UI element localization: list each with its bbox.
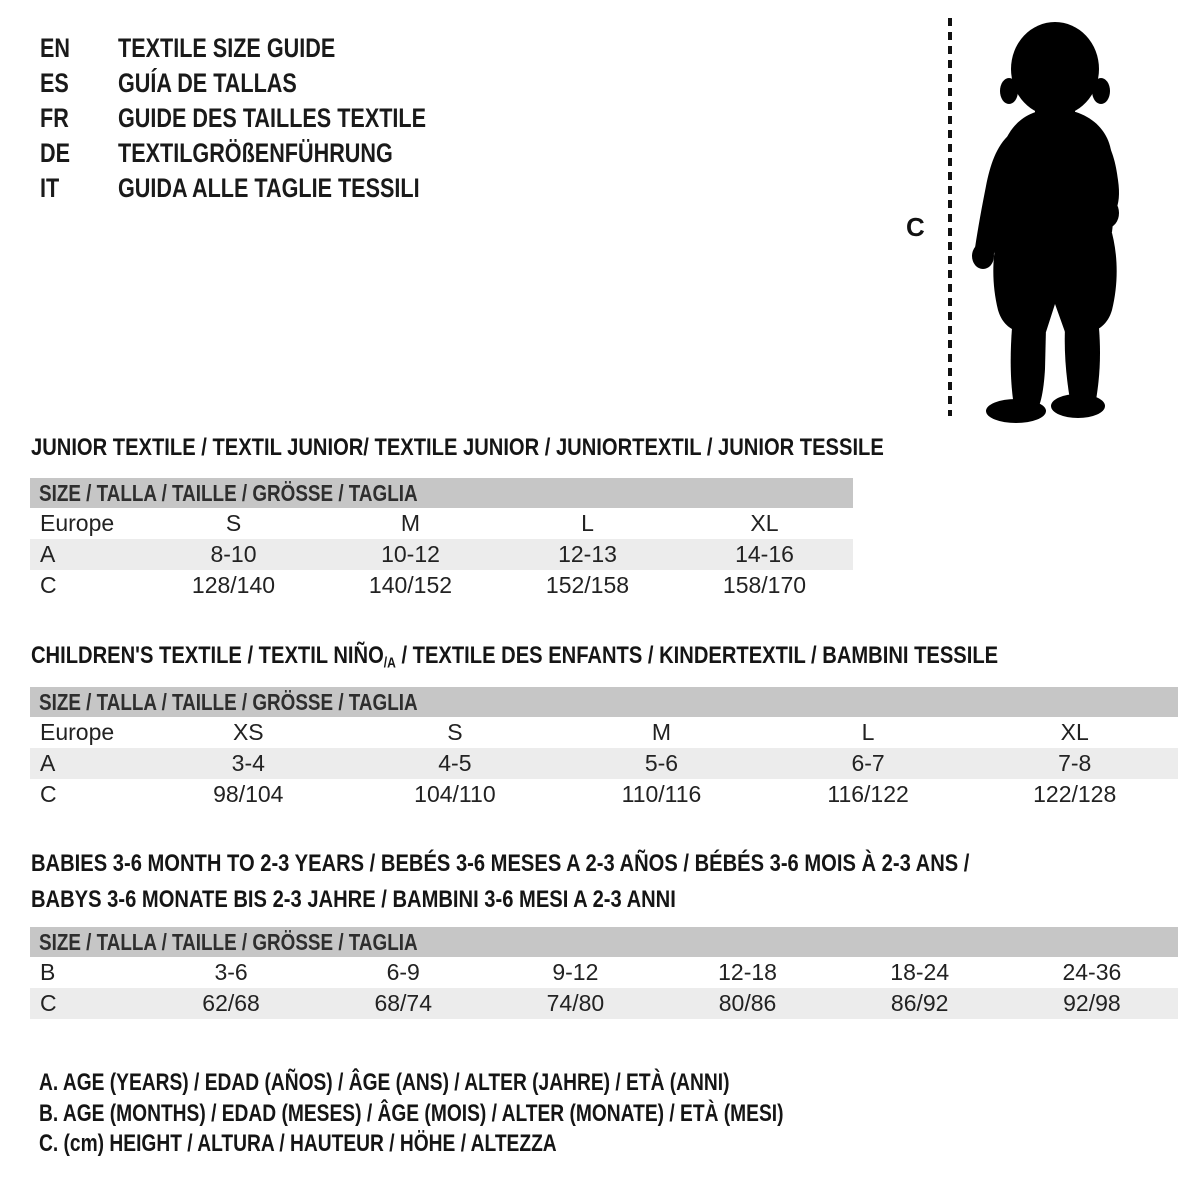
size-cell: L — [861, 719, 875, 745]
junior-section-title: JUNIOR TEXTILE / TEXTIL JUNIOR/ TEXTILE JUNIOR / JUNIORTEXTIL / JUNIOR TESSILE — [31, 434, 884, 461]
age-months-cell: 12-18 — [718, 959, 777, 985]
legend-line-c: C. (cm) HEIGHT / ALTURA / HAUTEUR / HÖHE / ALTEZZA — [39, 1130, 557, 1157]
measurement-legend — [39, 1068, 970, 1160]
age-cell: 8-10 — [145, 539, 322, 570]
age-cell: 7-8 — [971, 748, 1178, 779]
language-row-it — [40, 171, 503, 206]
table-row-europe — [30, 717, 1178, 748]
size-header-row — [30, 687, 1178, 717]
guide-title-es: GUÍA DE TALLAS — [118, 68, 297, 98]
height-cell: 110/116 — [621, 781, 702, 807]
language-title-list — [40, 31, 503, 206]
row-label: A — [30, 748, 145, 779]
row-label: C — [40, 572, 57, 598]
table-row-height — [30, 570, 853, 601]
legend-line-a: A. AGE (YEARS) / EDAD (AÑOS) / ÂGE (ANS) / ALTER (JAHRE) / ETÀ (ANNI) — [39, 1069, 730, 1096]
height-cell: 116/122 — [827, 781, 909, 807]
height-cell: 158/170 — [722, 572, 807, 598]
height-cell: 98/104 — [213, 781, 284, 807]
row-label: Europe — [40, 719, 115, 745]
height-cell: 86/92 — [834, 988, 1006, 1019]
height-cell: 62/68 — [145, 988, 317, 1019]
row-label: A — [30, 539, 145, 570]
size-cell: S — [225, 510, 242, 536]
table-row-height — [30, 779, 1178, 810]
age-cell: 10-12 — [322, 539, 499, 570]
row-label: C — [30, 988, 145, 1019]
age-months-cell: 24-36 — [1062, 959, 1122, 985]
height-cell: 80/86 — [661, 988, 833, 1019]
children-section-title: CHILDREN'S TEXTILE / TEXTIL NIÑO/A / TEXTILE DES ENFANTS / KINDERTEXTIL / BAMBINI TESSILE — [31, 642, 999, 672]
age-cell: 4-5 — [352, 748, 559, 779]
height-measure-label: C — [906, 212, 925, 242]
nino-a-subscript: /A — [383, 655, 396, 672]
table-row-age-months — [30, 957, 1178, 988]
guide-title-de: TEXTILGRÖßENFÜHRUNG — [118, 138, 393, 168]
age-cell: 6-7 — [765, 748, 972, 779]
language-row-de — [40, 136, 503, 171]
toddler-silhouette-icon — [958, 14, 1150, 424]
size-header-row — [30, 478, 853, 508]
guide-title-it: GUIDA ALLE TAGLIE TESSILI — [118, 173, 420, 203]
row-label: B — [40, 959, 56, 985]
guide-title-en: TEXTILE SIZE GUIDE — [118, 33, 336, 63]
age-months-cell: 9-12 — [552, 959, 599, 985]
junior-size-table — [30, 478, 853, 601]
table-row-age — [30, 539, 853, 570]
size-header-cell: SIZE / TALLA / TAILLE / GRÖSSE / TAGLIA — [30, 687, 1178, 717]
age-months-cell: 3-6 — [214, 959, 248, 985]
age-cell: 12-13 — [499, 539, 676, 570]
height-cell: 152/158 — [545, 572, 630, 598]
language-code: EN — [40, 33, 71, 63]
age-cell: 14-16 — [676, 539, 853, 570]
language-code: FR — [40, 103, 69, 133]
age-cell: 3-4 — [145, 748, 352, 779]
babies-size-table — [30, 927, 1178, 1019]
size-header-row — [30, 927, 1178, 957]
age-cell: 5-6 — [558, 748, 765, 779]
size-header-cell: SIZE / TALLA / TAILLE / GRÖSSE / TAGLIA — [30, 478, 853, 508]
height-cell: 74/80 — [489, 988, 661, 1019]
size-header-cell: SIZE / TALLA / TAILLE / GRÖSSE / TAGLIA — [30, 927, 1178, 957]
size-cell: M — [651, 719, 672, 745]
size-cell: L — [581, 510, 594, 536]
language-code: DE — [40, 138, 71, 168]
table-row-europe — [30, 508, 853, 539]
height-cell: 68/74 — [317, 988, 489, 1019]
guide-title-fr: GUIDE DES TAILLES TEXTILE — [118, 103, 427, 133]
size-cell: XL — [1060, 719, 1089, 745]
height-cell: 128/140 — [191, 572, 276, 598]
children-size-table — [30, 687, 1178, 810]
language-row-en — [40, 31, 503, 66]
language-code: IT — [40, 173, 60, 203]
height-measure-dashed-line — [948, 18, 952, 416]
height-cell: 104/110 — [414, 781, 496, 807]
size-cell: XL — [750, 510, 779, 536]
height-cell: 92/98 — [1006, 988, 1178, 1019]
age-months-cell: 6-9 — [386, 959, 420, 985]
babies-section-title: BABIES 3-6 MONTH TO 2-3 YEARS / BEBÉS 3-6 MESES A 2-3 AÑOS / BÉBÉS 3-6 MOIS À 2-3 ANS / BABYS 3-6 MONATE BIS 2-3 JAHRE / BAMBINI 3-6 MESI A 2-3 ANNI — [31, 850, 970, 913]
height-cell: 140/152 — [368, 572, 453, 598]
language-row-es — [40, 66, 503, 101]
language-row-fr — [40, 101, 503, 136]
legend-line-b: B. AGE (MONTHS) / EDAD (MESES) / ÂGE (MOIS) / ALTER (MONATE) / ETÀ (MESI) — [39, 1099, 784, 1127]
row-label: C — [40, 781, 57, 807]
age-months-cell: 18-24 — [890, 959, 950, 985]
language-code: ES — [40, 68, 69, 98]
height-cell: 122/128 — [1033, 781, 1117, 807]
table-row-height — [30, 988, 1178, 1019]
row-label: Europe — [40, 510, 115, 536]
size-cell: S — [447, 719, 463, 745]
size-cell: M — [400, 510, 421, 536]
size-cell: XS — [232, 719, 264, 745]
table-row-age — [30, 748, 1178, 779]
